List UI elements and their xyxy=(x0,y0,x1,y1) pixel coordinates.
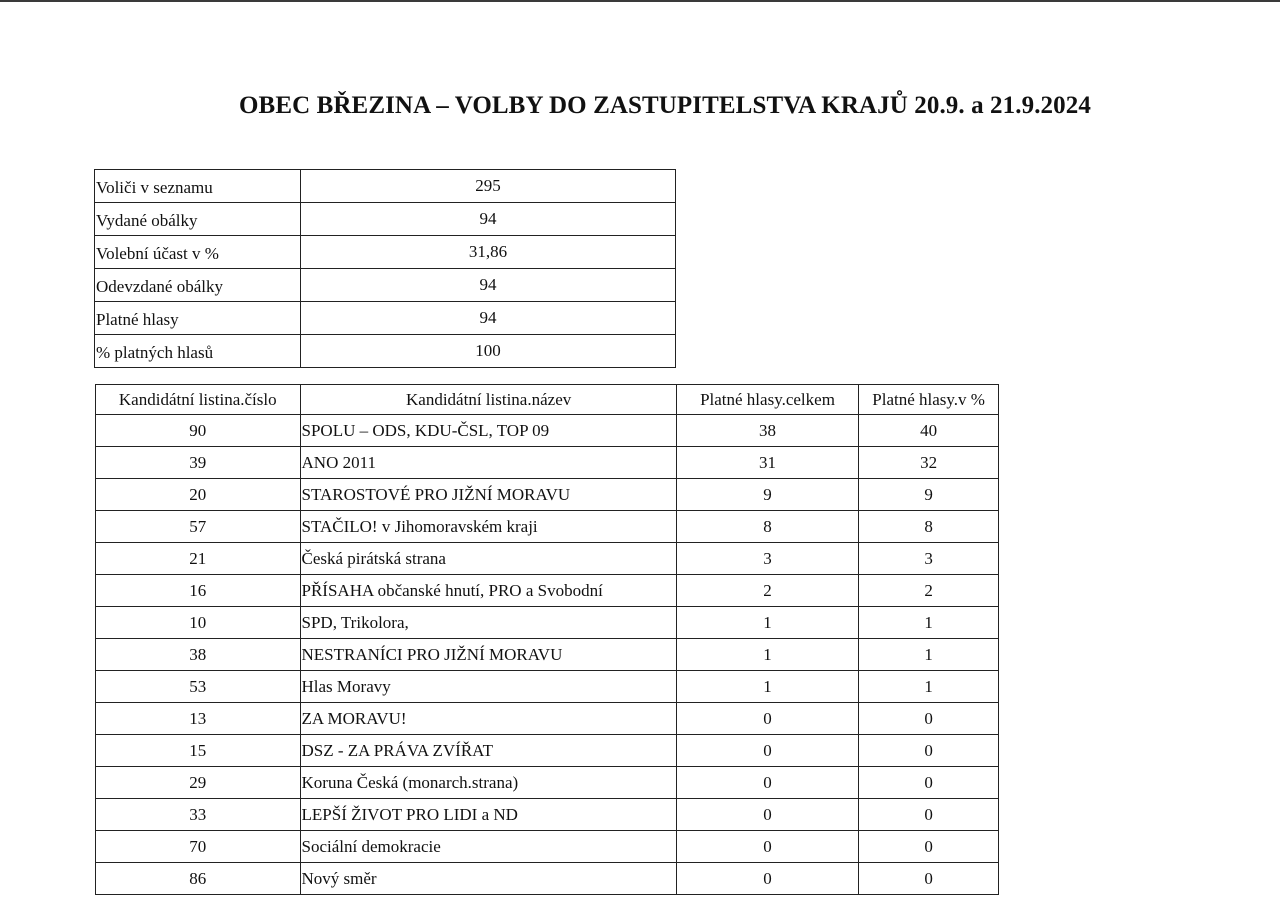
list-number-cell: 13 xyxy=(96,703,301,735)
table-row xyxy=(96,511,999,543)
list-number-cell: 10 xyxy=(96,607,301,639)
votes-total-cell: 1 xyxy=(676,671,859,703)
table-row xyxy=(96,703,999,735)
header-votes-total: Platné hlasy.celkem xyxy=(676,385,859,415)
votes-percent-cell: 40 xyxy=(859,415,999,447)
table-row xyxy=(96,447,999,479)
summary-label: Volební účast v % xyxy=(95,236,301,269)
list-number-cell: 16 xyxy=(96,575,301,607)
votes-percent-cell: 8 xyxy=(859,511,999,543)
document-title: OBEC BŘEZINA – VOLBY DO ZASTUPITELSTVA KRAJŮ 20.9. a 21.9.2024 xyxy=(239,92,1091,119)
table-row xyxy=(96,831,999,863)
table-row xyxy=(96,799,999,831)
summary-row xyxy=(95,170,676,203)
summary-label: Vydané obálky xyxy=(95,203,301,236)
list-name-cell: Koruna Česká (monarch.strana) xyxy=(300,767,676,799)
summary-row xyxy=(95,203,676,236)
results-header-row xyxy=(96,385,999,415)
header-votes-percent: Platné hlasy.v % xyxy=(859,385,999,415)
list-name-cell: DSZ - ZA PRÁVA ZVÍŘAT xyxy=(300,735,676,767)
summary-value: 100 xyxy=(301,335,676,368)
list-name-cell: Česká pirátská strana xyxy=(300,543,676,575)
votes-total-cell: 1 xyxy=(676,639,859,671)
list-number-cell: 38 xyxy=(96,639,301,671)
table-row xyxy=(96,863,999,895)
summary-label: Voliči v seznamu xyxy=(95,170,301,203)
list-number-cell: 53 xyxy=(96,671,301,703)
summary-row xyxy=(95,269,676,302)
results-table xyxy=(95,384,999,895)
list-name-cell: LEPŠÍ ŽIVOT PRO LIDI a ND xyxy=(300,799,676,831)
votes-total-cell: 0 xyxy=(676,831,859,863)
votes-total-cell: 3 xyxy=(676,543,859,575)
votes-total-cell: 9 xyxy=(676,479,859,511)
list-name-cell: Hlas Moravy xyxy=(300,671,676,703)
votes-percent-cell: 32 xyxy=(859,447,999,479)
list-name-cell: Nový směr xyxy=(300,863,676,895)
list-name-cell: Sociální demokracie xyxy=(300,831,676,863)
summary-value: 94 xyxy=(301,302,676,335)
votes-percent-cell: 0 xyxy=(859,799,999,831)
list-name-cell: STAČILO! v Jihomoravském kraji xyxy=(300,511,676,543)
table-row xyxy=(96,639,999,671)
list-name-cell: PŘÍSAHA občanské hnutí, PRO a Svobodní xyxy=(300,575,676,607)
votes-percent-cell: 0 xyxy=(859,831,999,863)
list-number-cell: 57 xyxy=(96,511,301,543)
votes-percent-cell: 1 xyxy=(859,639,999,671)
list-name-cell: NESTRANÍCI PRO JIŽNÍ MORAVU xyxy=(300,639,676,671)
table-row xyxy=(96,607,999,639)
table-row xyxy=(96,735,999,767)
list-name-cell: SPD, Trikolora, xyxy=(300,607,676,639)
votes-total-cell: 38 xyxy=(676,415,859,447)
votes-percent-cell: 2 xyxy=(859,575,999,607)
list-number-cell: 15 xyxy=(96,735,301,767)
votes-percent-cell: 9 xyxy=(859,479,999,511)
votes-total-cell: 0 xyxy=(676,703,859,735)
list-name-cell: ANO 2011 xyxy=(300,447,676,479)
votes-total-cell: 0 xyxy=(676,735,859,767)
table-row xyxy=(96,543,999,575)
list-name-cell: STAROSTOVÉ PRO JIŽNÍ MORAVU xyxy=(300,479,676,511)
votes-total-cell: 8 xyxy=(676,511,859,543)
votes-total-cell: 0 xyxy=(676,767,859,799)
list-number-cell: 29 xyxy=(96,767,301,799)
list-number-cell: 33 xyxy=(96,799,301,831)
table-row xyxy=(96,479,999,511)
summary-row xyxy=(95,302,676,335)
list-number-cell: 21 xyxy=(96,543,301,575)
table-row xyxy=(96,415,999,447)
votes-total-cell: 0 xyxy=(676,799,859,831)
table-row xyxy=(96,575,999,607)
list-name-cell: SPOLU – ODS, KDU-ČSL, TOP 09 xyxy=(300,415,676,447)
votes-total-cell: 1 xyxy=(676,607,859,639)
summary-row xyxy=(95,236,676,269)
list-number-cell: 70 xyxy=(96,831,301,863)
votes-total-cell: 31 xyxy=(676,447,859,479)
votes-percent-cell: 0 xyxy=(859,863,999,895)
list-number-cell: 39 xyxy=(96,447,301,479)
header-list-number: Kandidátní listina.číslo xyxy=(96,385,301,415)
votes-percent-cell: 0 xyxy=(859,767,999,799)
votes-total-cell: 2 xyxy=(676,575,859,607)
page-top-edge xyxy=(0,0,1280,2)
summary-value: 295 xyxy=(301,170,676,203)
summary-value: 94 xyxy=(301,203,676,236)
table-row xyxy=(96,767,999,799)
summary-value: 94 xyxy=(301,269,676,302)
list-number-cell: 86 xyxy=(96,863,301,895)
votes-percent-cell: 0 xyxy=(859,703,999,735)
list-name-cell: ZA MORAVU! xyxy=(300,703,676,735)
summary-table xyxy=(94,169,676,368)
summary-label: % platných hlasů xyxy=(95,335,301,368)
summary-value: 31,86 xyxy=(301,236,676,269)
list-number-cell: 90 xyxy=(96,415,301,447)
votes-percent-cell: 3 xyxy=(859,543,999,575)
table-row xyxy=(96,671,999,703)
votes-total-cell: 0 xyxy=(676,863,859,895)
header-list-name: Kandidátní listina.název xyxy=(300,385,676,415)
summary-label: Odevzdané obálky xyxy=(95,269,301,302)
results-body xyxy=(96,415,999,895)
votes-percent-cell: 1 xyxy=(859,671,999,703)
votes-percent-cell: 0 xyxy=(859,735,999,767)
summary-label: Platné hlasy xyxy=(95,302,301,335)
list-number-cell: 20 xyxy=(96,479,301,511)
summary-row xyxy=(95,335,676,368)
votes-percent-cell: 1 xyxy=(859,607,999,639)
